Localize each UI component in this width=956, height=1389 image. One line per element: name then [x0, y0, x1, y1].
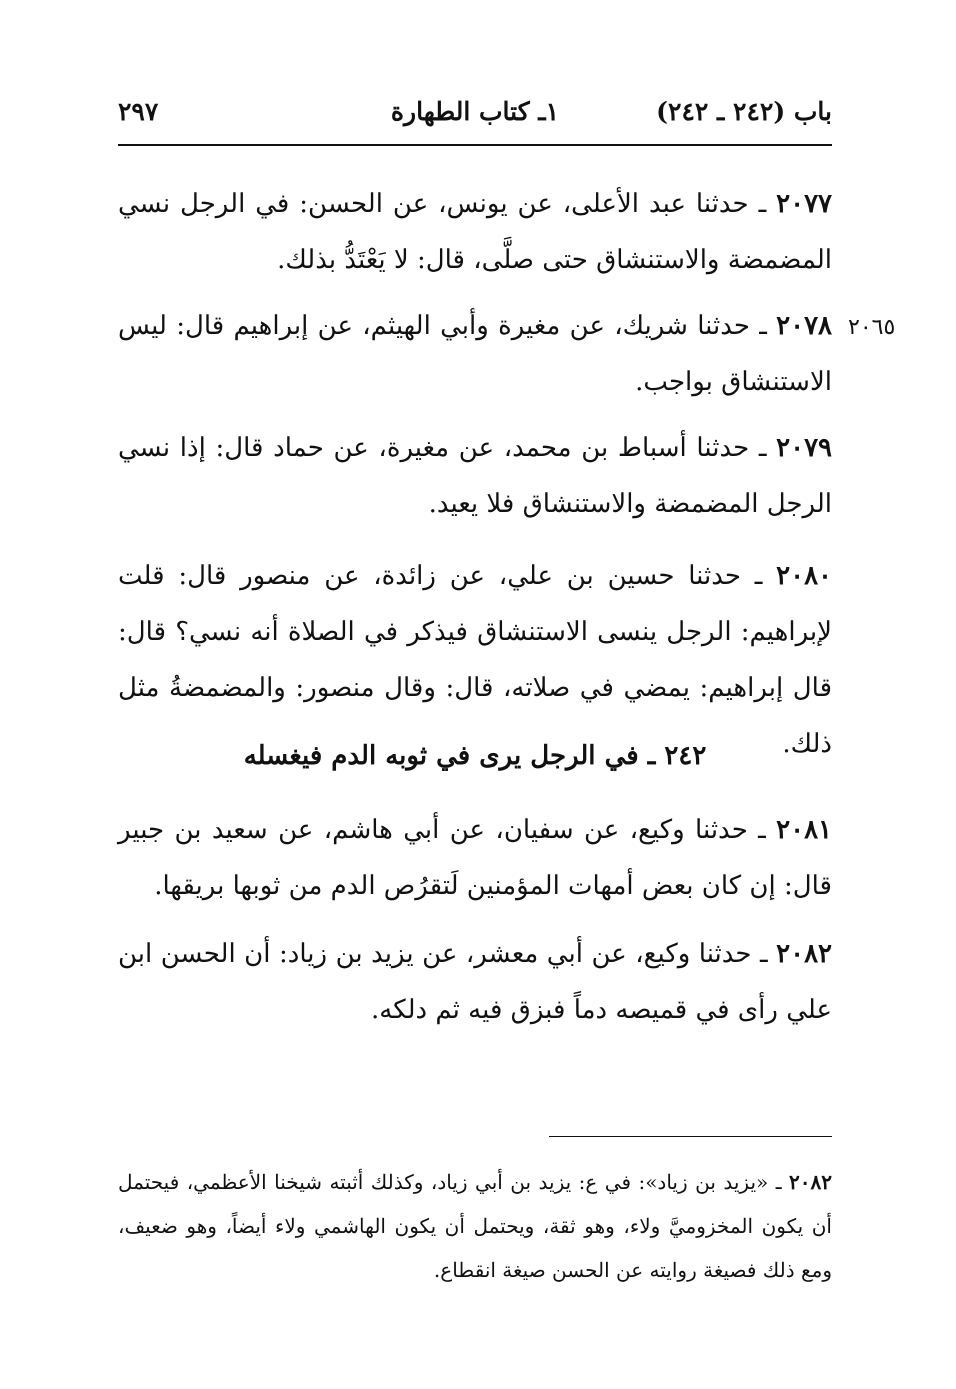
entry-number: ٢٠٧٧: [776, 189, 832, 219]
marginal-reference-number: ٢٠٦٥: [848, 315, 896, 340]
section-title: ٢٤٢ ـ في الرجل يرى في ثوبه الدم فيغسله: [243, 741, 707, 771]
hadith-entry-2078: [118, 298, 832, 410]
header-divider: [118, 144, 832, 146]
entry-text: ـ حدثنا وكيع، عن أبي معشر، عن يزيد بن زياد: أن الحسن ابن علي رأى في قميصه دماً فبزق فيه ثم دلكه.: [118, 939, 832, 1025]
footnote: [118, 1160, 832, 1292]
page-header: [118, 92, 832, 132]
book-title: ١ـ كتاب الطهارة: [390, 97, 560, 126]
footnote-divider: [549, 1136, 832, 1137]
entry-number: ٢٠٧٨: [776, 311, 832, 341]
entry-number: ٢٠٨٢: [776, 939, 832, 969]
entry-text: ـ حدثنا وكيع، عن سفيان، عن أبي هاشم، عن سعيد بن جبير قال: إن كان بعض أمهات المؤمنين لَتقرُص الدم من ثوبها بريقها.: [118, 815, 832, 901]
entry-number: ٢٠٧٩: [776, 433, 832, 463]
footnote-number: ٢٠٨٢: [789, 1170, 832, 1194]
entry-number: ٢٠٨٠: [776, 561, 832, 591]
page-number: ٢٩٧: [118, 97, 159, 126]
hadith-entry-2079: [118, 420, 832, 532]
entry-text: ـ حدثنا عبد الأعلى، عن يونس، عن الحسن: في الرجل نسي المضمضة والاستنشاق حتى صلَّى، قال: لا يَعْتَدُّ بذلك.: [118, 189, 832, 275]
hadith-entry-2077: [118, 176, 832, 288]
entry-text: ـ حدثنا أسباط بن محمد، عن مغيرة، عن حماد قال: إذا نسي الرجل المضمضة والاستنشاق فلا يعيد.: [118, 433, 832, 519]
hadith-entry-2082: [118, 926, 832, 1038]
hadith-entry-2081: [118, 802, 832, 914]
entry-text: ـ حدثنا حسين بن علي، عن زائدة، عن منصور قال: قلت لإبراهيم: الرجل ينسى الاستنشاق فيذكر في الصلاة أنه نسي؟ قال: قال إبراهيم: يمضي في صلاته، قال: وقال منصور: والمضمضةُ مثل ذلك.: [118, 561, 832, 759]
entry-number: ٢٠٨١: [776, 815, 832, 845]
entry-text: ـ حدثنا شريك، عن مغيرة وأبي الهيثم، عن إبراهيم قال: ليس الاستنشاق بواجب.: [118, 311, 832, 397]
chapter-heading: باب (٢٤٢ ـ ٢٤٢): [656, 97, 832, 126]
footnote-text: ـ «يزيد بن زياد»: في ع: يزيد بن أبي زياد، وكذلك أثبته شيخنا الأعظمي، فيحتمل أن يكون المخزوميَّ ولاء، وهو ثقة، ويحتمل أن يكون الهاشمي ولاء أيضاً، وهو ضعيف، ومع ذلك فصيغة روايته عن الحسن صيغة انقطاع.: [118, 1170, 832, 1282]
